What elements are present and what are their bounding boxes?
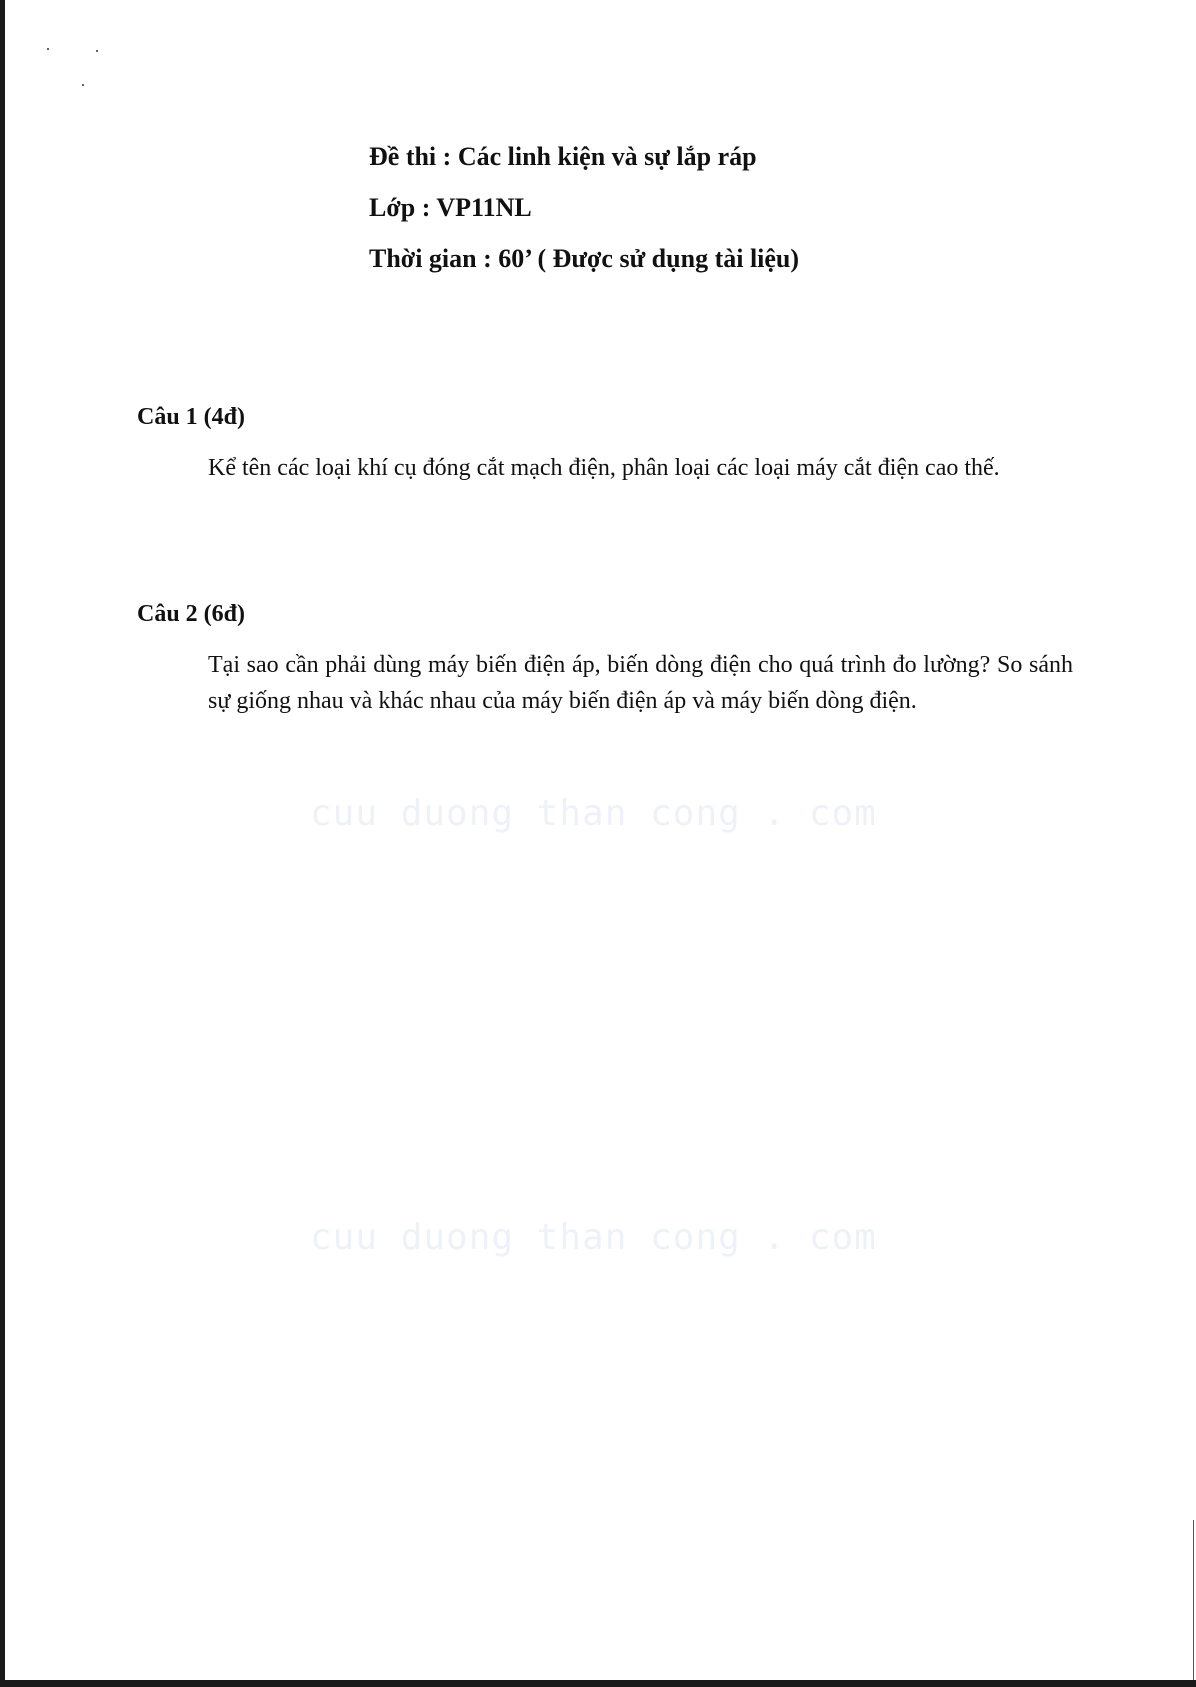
exam-class: Lớp : VP11NL bbox=[369, 193, 532, 222]
question-1 bbox=[137, 401, 1077, 486]
question-2 bbox=[137, 598, 1077, 719]
watermark: cuu duong than cong . com bbox=[310, 793, 877, 834]
question-heading: Câu 1 (4đ) bbox=[137, 404, 246, 430]
page-bottom-border bbox=[0, 1680, 1196, 1687]
watermark: cuu duong than cong . com bbox=[310, 1217, 877, 1258]
scan-speck bbox=[47, 48, 49, 50]
question-heading: Câu 2 (6đ) bbox=[137, 601, 246, 627]
scan-speck bbox=[82, 84, 84, 86]
question-body: Kể tên các loại khí cụ đóng cắt mạch điện, phân loại các loại máy cắt điện cao thế. bbox=[208, 455, 1000, 481]
scan-speck bbox=[96, 50, 98, 52]
page-right-edge bbox=[1193, 1520, 1194, 1680]
exam-title: Đề thi : Các linh kiện và sự lắp ráp bbox=[369, 142, 757, 171]
exam-header bbox=[369, 140, 799, 293]
page-left-border bbox=[0, 0, 5, 1687]
question-body: Tại sao cần phải dùng máy biến điện áp, biến dòng điện cho quá trình đo lường? So sánh sự giống nhau và khác nhau của máy biến điện áp và máy biến dòng điện. bbox=[208, 652, 1073, 714]
exam-duration: Thời gian : 60’ ( Được sử dụng tài liệu) bbox=[369, 244, 800, 273]
